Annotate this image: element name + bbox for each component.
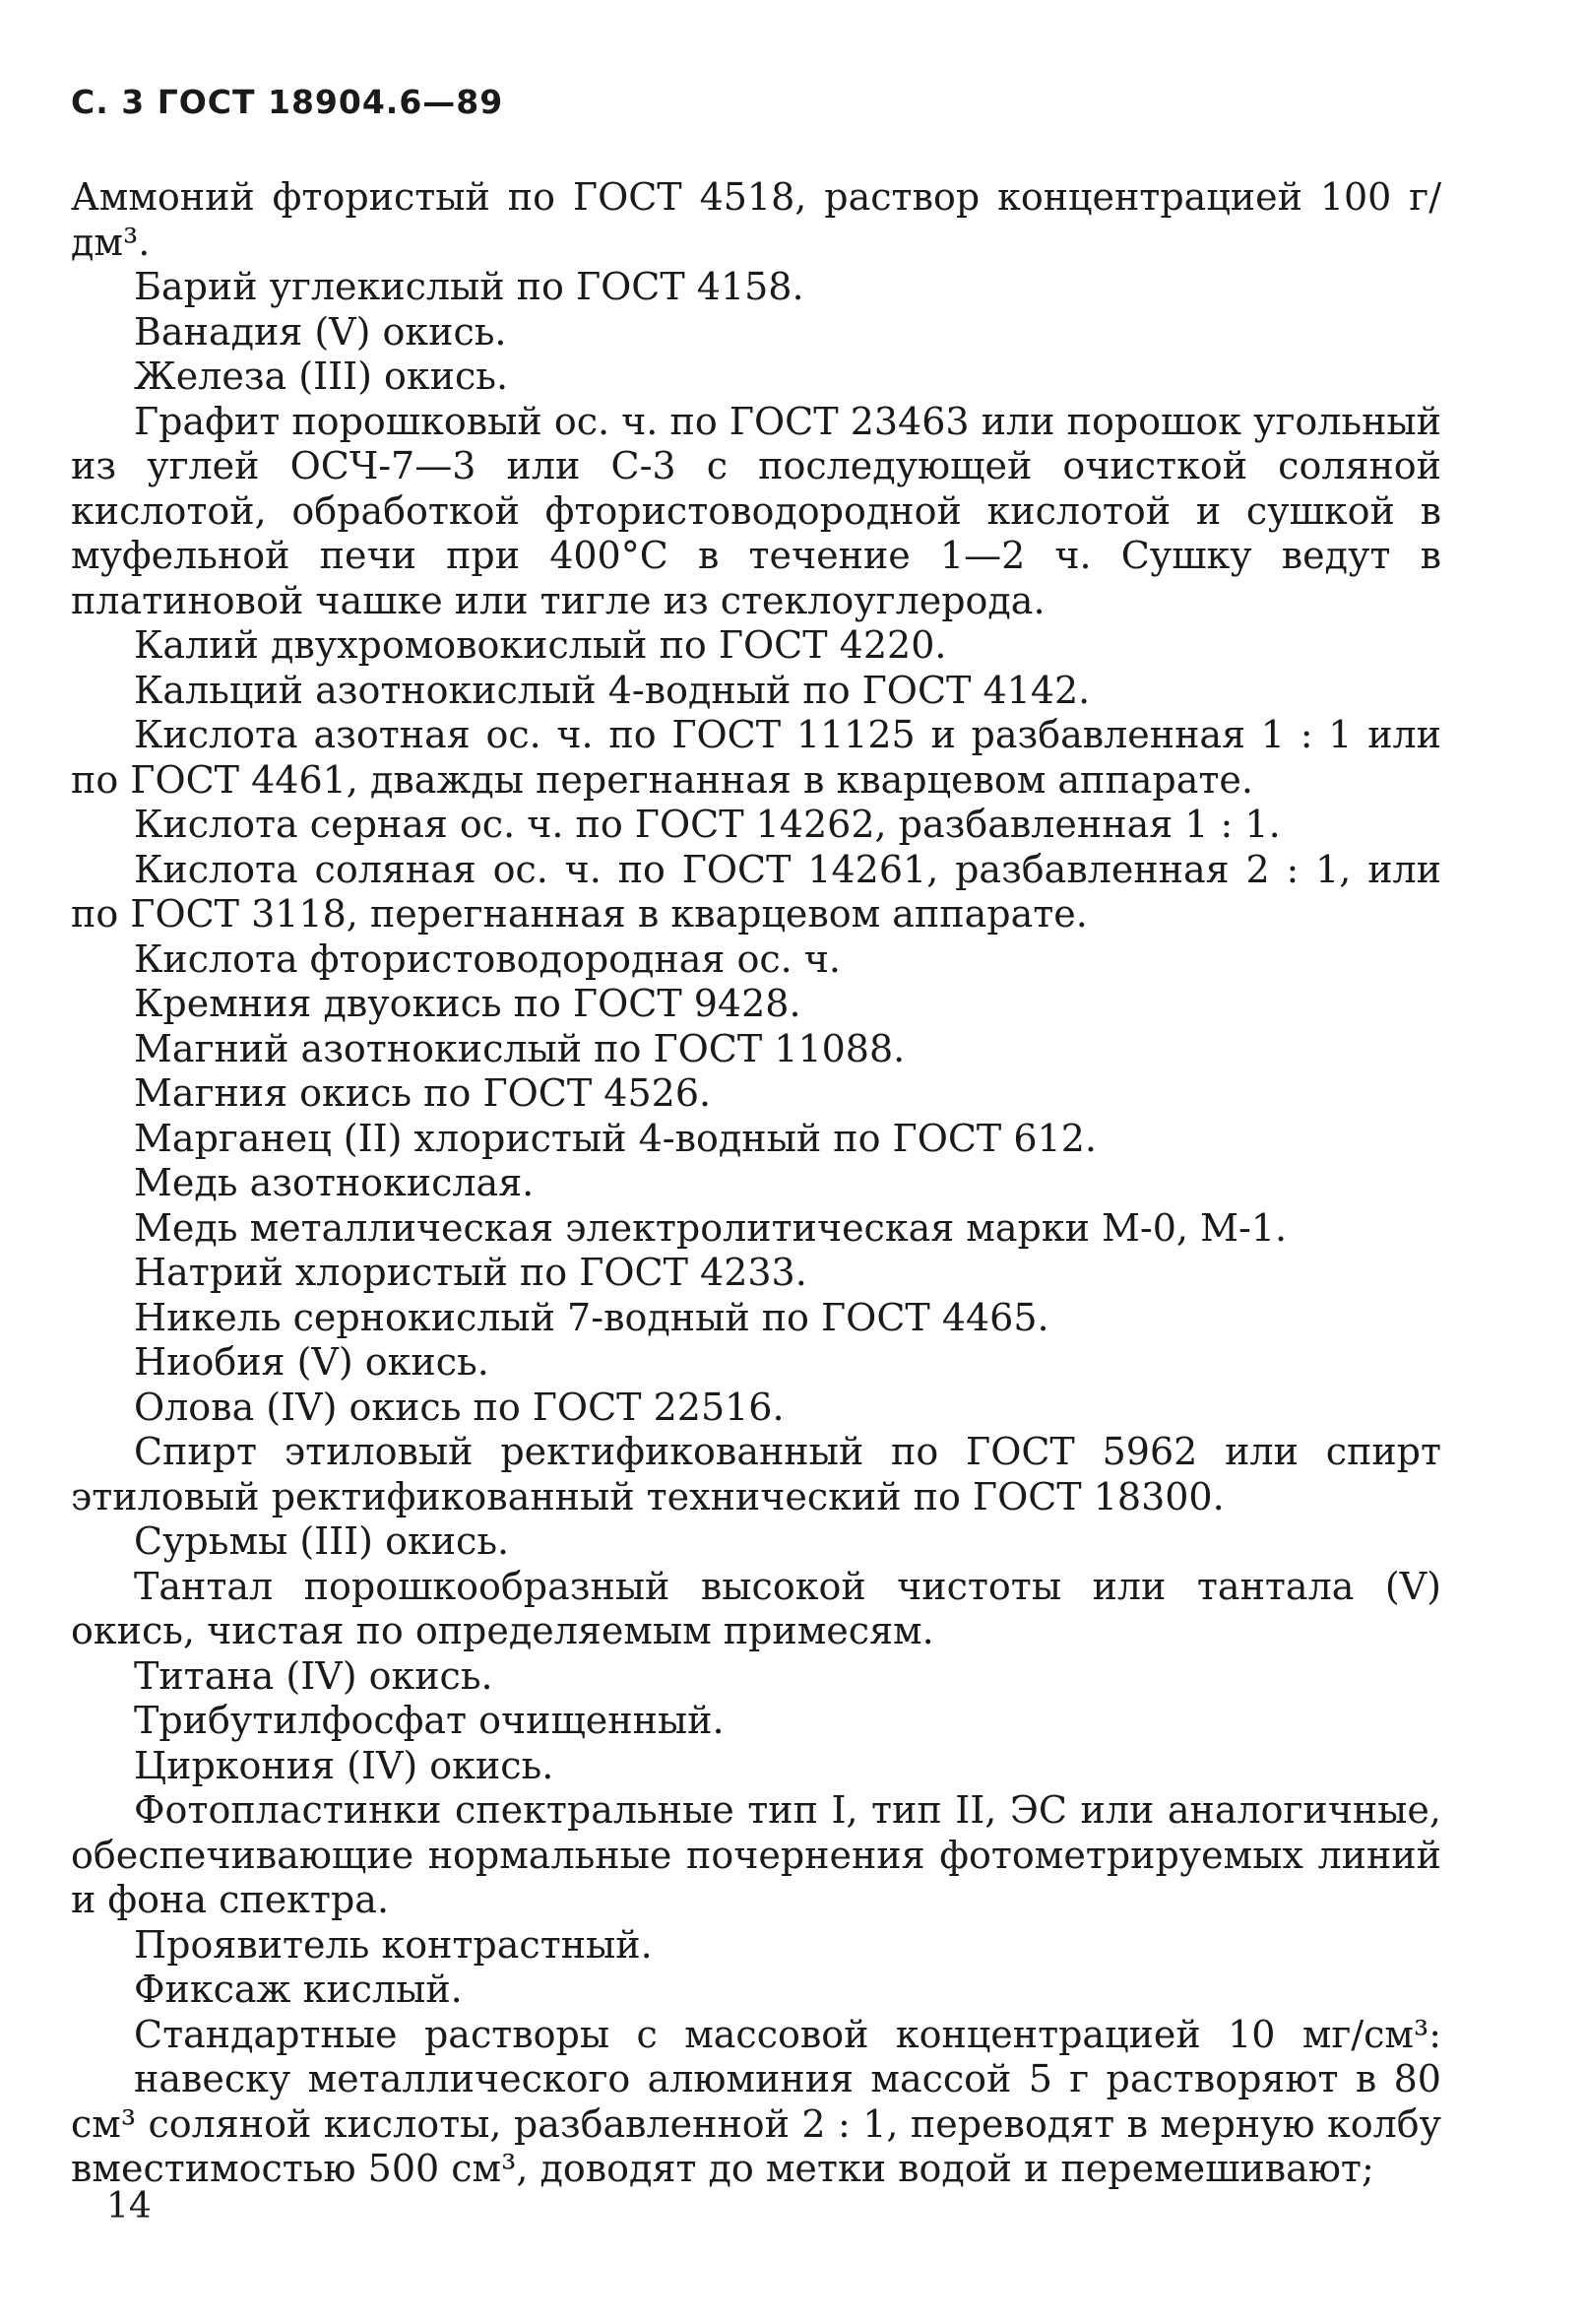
- paragraph-copper-nitrate: Медь азотнокислая.: [134, 1161, 535, 1204]
- running-head: С. 3 ГОСТ 18904.6—89: [71, 83, 504, 121]
- paragraph-magnesium-oxide: Магния окись по ГОСТ 4526.: [134, 1071, 712, 1115]
- paragraph-silicon-dioxide: Кремния двуокись по ГОСТ 9428.: [134, 982, 801, 1025]
- paragraph-fixer: Фиксаж кислый.: [134, 1968, 463, 2011]
- paragraph-calcium-nitrate: Кальций азотнокислый 4-водный по ГОСТ 4142.: [134, 668, 1091, 712]
- document-body: [71, 175, 1441, 2192]
- paragraph-hydrochloric-acid: Кислота соляная ос. ч. по ГОСТ 14261, разбавленная 2 : 1, или по ГОСТ 3118, перегнанная в кварцевом аппарате.: [71, 847, 1441, 936]
- paragraph-tantalum: Тантал порошкообразный высокой чистоты или тантала (V) окись, чистая по определяемым примесям.: [71, 1564, 1441, 1652]
- paragraph-barium-carbonate: Барий углекислый по ГОСТ 4158.: [134, 265, 804, 308]
- paragraph-nitric-acid: Кислота азотная ос. ч. по ГОСТ 11125 и разбавленная 1 : 1 или по ГОСТ 4461, дважды перегнанная в кварцевом аппарате.: [71, 713, 1441, 802]
- paragraph-standard-solutions: Стандартные растворы с массовой концентрацией 10 мг/см³:: [134, 2012, 1441, 2056]
- paragraph-copper-metal: Медь металлическая электролитическая марки М-0, М-1.: [134, 1205, 1288, 1250]
- paragraph-tributyl-phosphate: Трибутилфосфат очищенный.: [134, 1699, 725, 1742]
- paragraph-nickel-sulfate: Никель сернокислый 7-водный по ГОСТ 4465.: [134, 1295, 1049, 1339]
- paragraph-graphite: Графит порошковый ос. ч. по ГОСТ 23463 или порошок угольный из углей ОСЧ-7—3 или С-3 с последующей очисткой соляной кислотой, обработкой фтористоводородной кислотой и сушкой в муфельной печи при 400°С в течение 1—2 ч. Сушку ведут в платиновой чашке или тигле из стеклоуглерода.: [71, 399, 1441, 622]
- paragraph-magnesium-nitrate: Магний азотнокислый по ГОСТ 11088.: [134, 1026, 906, 1070]
- paragraph-manganese-chloride: Марганец (II) хлористый 4-водный по ГОСТ 612.: [134, 1116, 1097, 1160]
- paragraph-niobium-oxide: Ниобия (V) окись.: [134, 1340, 489, 1384]
- paragraph-antimony-oxide: Сурьмы (III) окись.: [134, 1519, 510, 1563]
- paragraph-developer: Проявитель контрастный.: [134, 1922, 653, 1967]
- paragraph-ammonium-fluoride: Аммоний фтористый по ГОСТ 4518, раствор концентрацией 100 г/дм³.: [71, 175, 1441, 264]
- paragraph-photo-plates: Фотопластинки спектральные тип I, тип II, ЭС или аналогичные, обеспечивающие нормальные почернения фотометрируемых линий и фона спектра.: [71, 1788, 1441, 1921]
- paragraph-ethyl-alcohol: Спирт этиловый ректификованный по ГОСТ 5962 или спирт этиловый ректификованный технический по ГОСТ 18300.: [71, 1430, 1441, 1518]
- paragraph-titanium-oxide: Титана (IV) окись.: [134, 1653, 493, 1698]
- paragraph-iron-oxide: Железа (III) окись.: [134, 355, 509, 398]
- page-number: 14: [106, 2186, 152, 2227]
- paragraph-zirconium-oxide: Циркония (IV) окись.: [134, 1743, 554, 1787]
- paragraph-hydrofluoric-acid: Кислота фтористоводородная ос. ч.: [134, 936, 841, 981]
- paragraph-tin-oxide: Олова (IV) окись по ГОСТ 22516.: [134, 1385, 785, 1429]
- paragraph-potassium-dichromate: Калий двухромовокислый по ГОСТ 4220.: [134, 623, 947, 667]
- paragraph-sodium-chloride: Натрий хлористый по ГОСТ 4233.: [134, 1251, 807, 1294]
- paragraph-sulfuric-acid: Кислота серная ос. ч. по ГОСТ 14262, разбавленная 1 : 1.: [134, 803, 1281, 846]
- paragraph-aluminium-procedure: навеску металлического алюминия массой 5 г растворяют в 80 см³ соляной кислоты, разбавленной 2 : 1, переводят в мерную колбу вместимостью 500 см³, доводят до метки водой и перемешивают;: [71, 2057, 1441, 2190]
- paragraph-vanadium-oxide: Ванадия (V) окись.: [134, 309, 507, 354]
